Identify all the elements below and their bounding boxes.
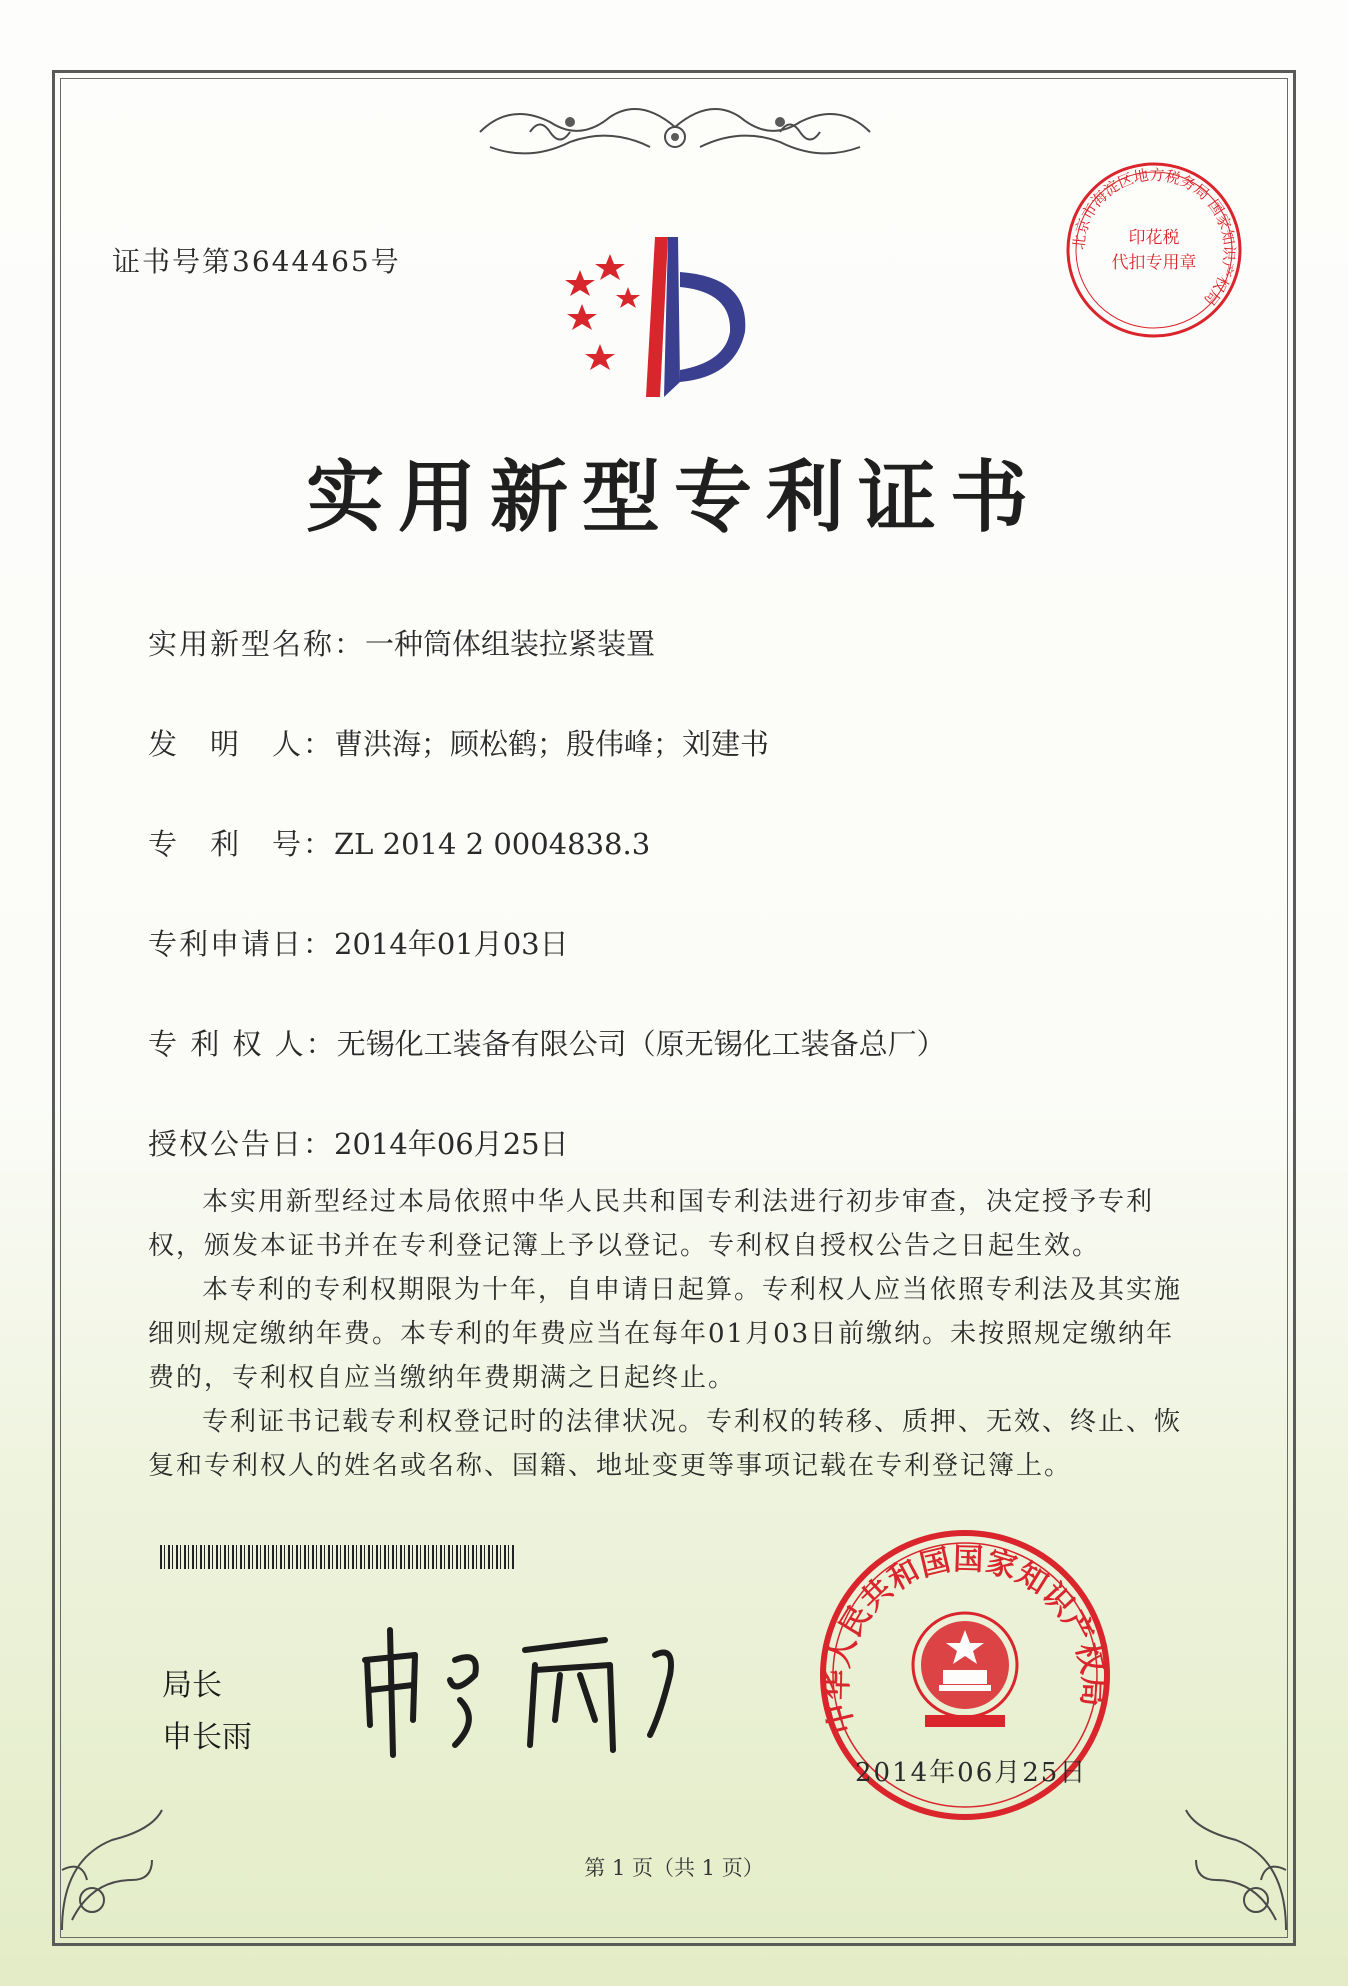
page-footer: 第 1 页（共 1 页） <box>584 1856 764 1880</box>
field-label: 实用新型名称： <box>148 627 366 661</box>
seal-date: 2014年06月25日 <box>855 1758 1088 1788</box>
signatory-title: 局长 <box>162 1668 222 1703</box>
svg-text:代扣专用章: 代扣专用章 <box>1111 253 1197 273</box>
certificate-number: 证书号第3644465号 <box>112 245 401 278</box>
field-patentee <box>148 1022 946 1063</box>
field-label: 专利申请日： <box>148 927 335 961</box>
field-label: 专 利 号： <box>148 827 335 861</box>
field-inventor <box>148 722 769 763</box>
field-value: 2014年06月25日 <box>334 1127 569 1161</box>
top-ornament <box>470 92 880 172</box>
field-value: 2014年01月03日 <box>334 927 569 961</box>
field-label: 发 明 人： <box>148 727 335 761</box>
field-grant-date <box>148 1122 569 1163</box>
tax-stamp-seal <box>1062 158 1247 343</box>
field-filing-date <box>148 922 569 963</box>
signatory-name: 申长雨 <box>162 1720 252 1755</box>
svg-text:北京市海淀区地方税务局 国家知识产权局: 北京市海淀区地方税务局 国家知识产权局 <box>1069 165 1239 310</box>
national-emblem-icon <box>913 1613 1017 1727</box>
body-paragraph: 本专利的专利权期限为十年，自申请日起算。专利权人应当依照专利法及其实施细则规定缴纳年费。本专利的年费应当在每年01月03日前缴纳。未按照规定缴纳年费的，专利权自应当缴纳年费期满之日起终止。 <box>148 1275 1183 1393</box>
field-label: 授权公告日： <box>148 1127 335 1161</box>
patent-office-emblem <box>560 232 770 402</box>
barcode <box>160 1545 515 1569</box>
certificate-body <box>148 1180 1188 1488</box>
field-patent-number <box>148 822 650 863</box>
field-value: 曹洪海；顾松鹤；殷伟峰；刘建书 <box>334 727 770 761</box>
field-utility-model-name <box>148 622 655 663</box>
field-value: 无锡化工装备有限公司（原无锡化工装备总厂） <box>336 1027 946 1061</box>
field-value: 一种筒体组装拉紧装置 <box>365 627 656 661</box>
certificate-title: 实用新型专利证书 <box>305 452 1042 543</box>
svg-text:印花税: 印花税 <box>1128 228 1180 248</box>
field-label: 专 利 权 人： <box>148 1027 337 1061</box>
field-value: ZL 2014 2 0004838.3 <box>334 827 651 861</box>
body-paragraph: 本实用新型经过本局依照中华人民共和国专利法进行初步审查，决定授予专利权，颁发本证书并在专利登记簿上予以登记。专利权自授权公告之日起生效。 <box>148 1187 1155 1261</box>
handwritten-signature <box>355 1620 700 1760</box>
svg-text:中华人民共和国国家知识产权局: 中华人民共和国国家知识产权局 <box>819 1541 1111 1737</box>
body-paragraph: 专利证书记载专利权登记时的法律状况。专利权的转移、质押、无效、终止、恢复和专利权人的姓名或名称、国籍、地址变更等事项记载在专利登记簿上。 <box>148 1407 1183 1481</box>
